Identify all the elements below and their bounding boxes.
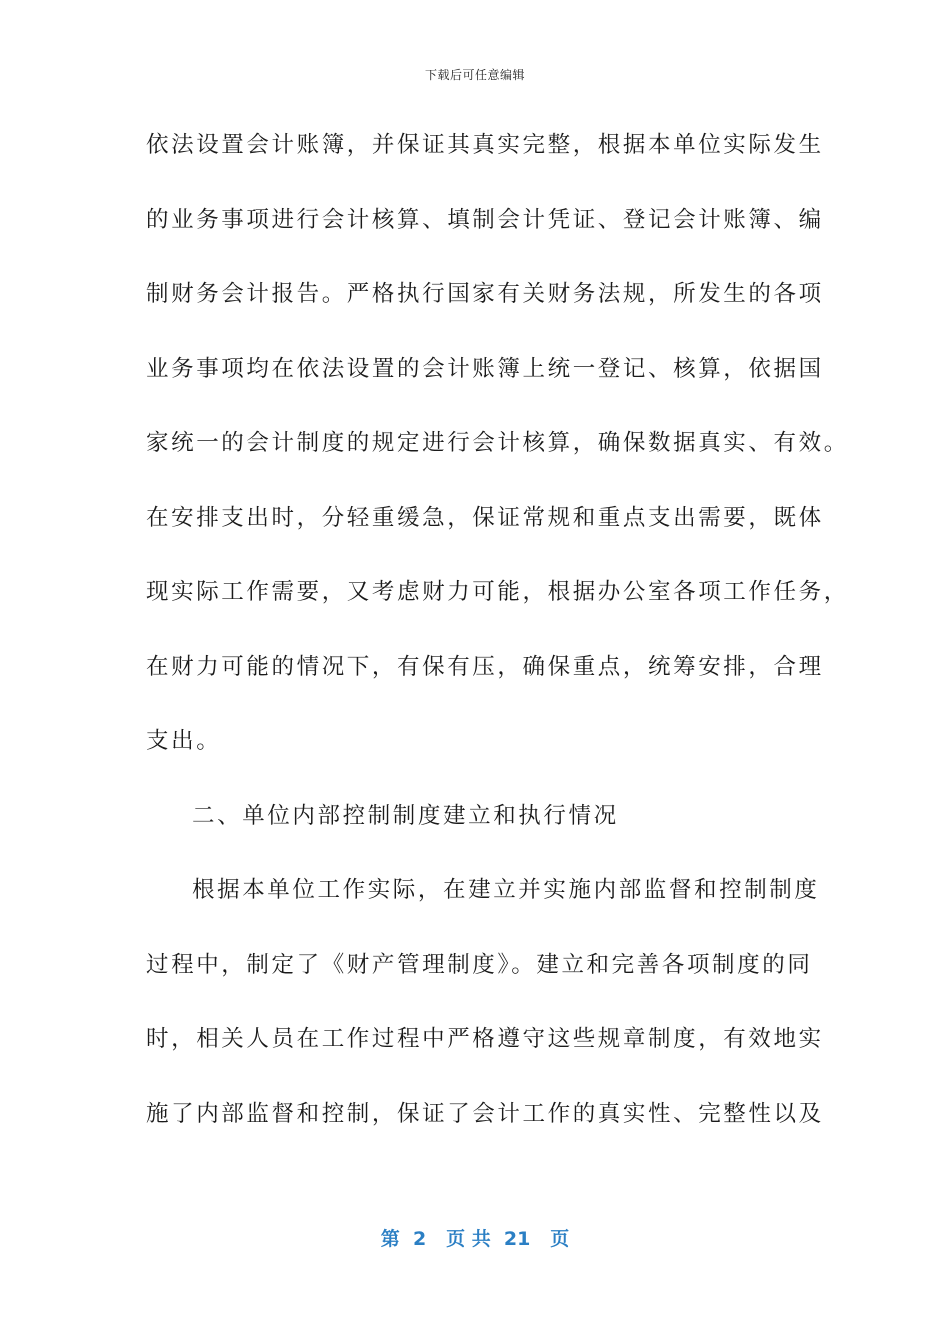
paragraph-line: 的业务事项进行会计核算、填制会计凭证、登记会计账簿、编 [146, 206, 824, 233]
paragraph-line: 现实际工作需要，又考虑财力可能，根据办公室各项工作任务， [146, 579, 849, 605]
document-body [146, 128, 849, 1171]
paragraph-line: 依法设置会计账簿，并保证其真实完整，根据本单位实际发生 [146, 132, 824, 158]
paragraph-line: 业务事项均在依法设置的会计账簿上统一登记、核算，依据国 [146, 355, 824, 382]
paragraph-line: 制财务会计报告。严格执行国家有关财务法规，所发生的各项 [146, 281, 824, 307]
page-header: 下载后可任意编辑 [424, 68, 525, 82]
paragraph-line: 支出。 [146, 728, 222, 754]
paragraph-line: 根据本单位工作实际，在建立并实施内部监督和控制制度 [192, 877, 820, 903]
page-footer: 第 2 页 共 21 页 [380, 1228, 570, 1250]
paragraph-line: 在安排支出时，分轻重缓急，保证常规和重点支出需要，既体 [146, 504, 824, 531]
paragraph-line: 施了内部监督和控制，保证了会计工作的真实性、完整性以及 [146, 1100, 824, 1127]
section-heading: 二、单位内部控制制度建立和执行情况 [192, 802, 619, 829]
paragraph-line: 家统一的会计制度的规定进行会计核算，确保数据真实、有效。 [146, 430, 849, 456]
paragraph-line: 在财力可能的情况下，有保有压，确保重点，统筹安排，合理 [146, 653, 824, 680]
paragraph-line: 时，相关人员在工作过程中严格遵守这些规章制度，有效地实 [146, 1026, 824, 1052]
paragraph-line: 过程中，制定了《财产管理制度》。建立和完善各项制度的同 [146, 951, 813, 978]
